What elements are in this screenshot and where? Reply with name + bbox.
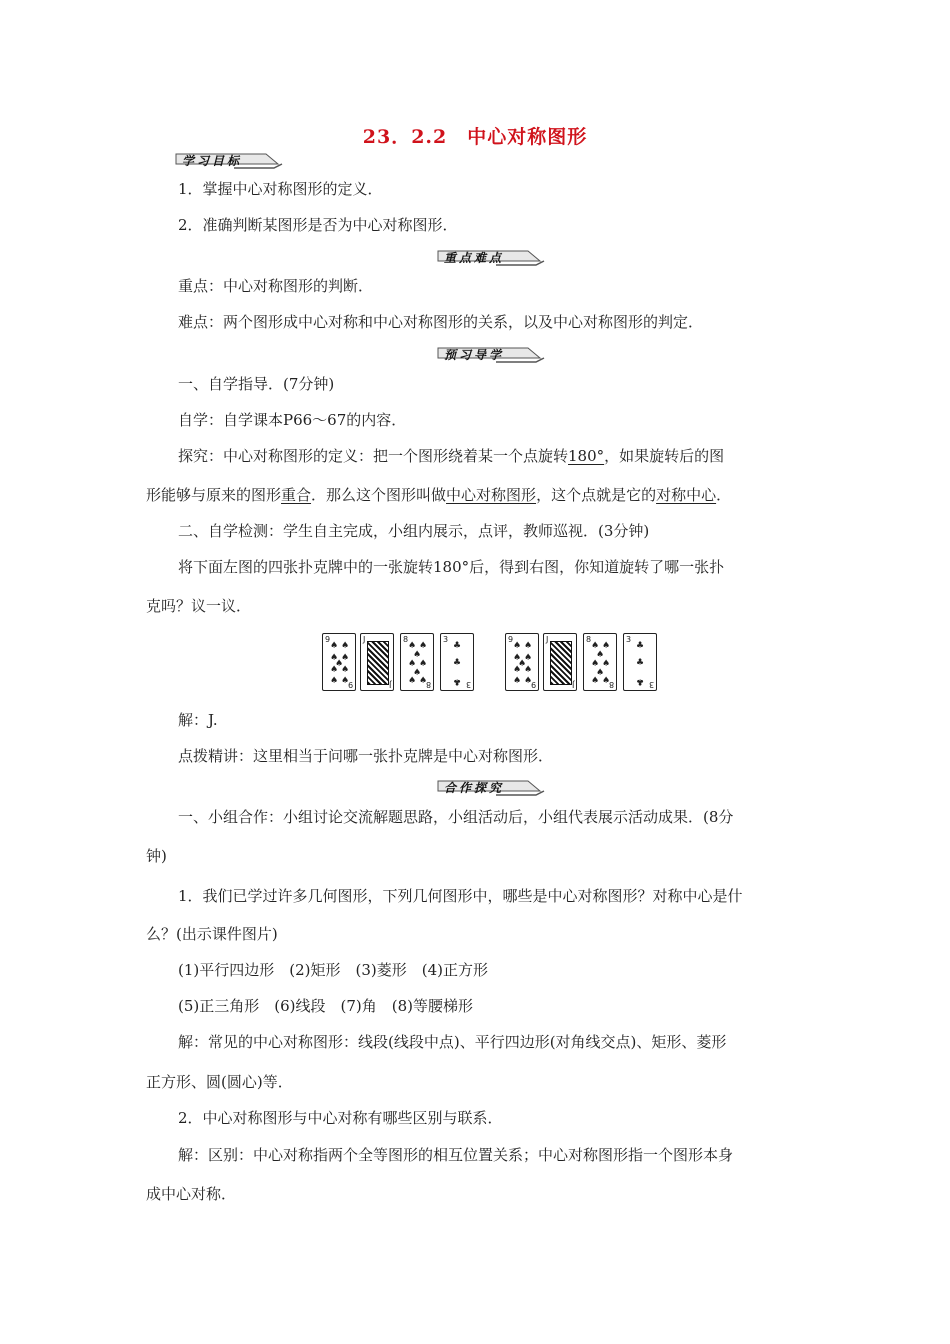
q1-line-1: 1．我们已学过许多几何图形，下列几何图形中，哪些是中心对称图形？对称中心是什 (178, 887, 743, 905)
page-title: 23．2.2 中心对称图形 (362, 126, 588, 148)
q2-text: 2．中心对称图形与中心对称有哪些区别与联系． (178, 1109, 503, 1127)
check-heading: 二、自学检测：学生自主完成，小组内展示，点评，教师巡视．(3分钟) (178, 522, 650, 540)
goals-banner: 学习目标 (174, 150, 284, 172)
q1-line-2: 么？(出示课件图片) (146, 925, 278, 943)
card-right-3: 8 8 ♠ ♠ ♠ ♠ ♠ ♠ ♠ ♠ (583, 633, 617, 691)
difficulty-text: 难点：两个图形成中心对称和中心对称图形的关系，以及中心对称图形的判定． (178, 313, 704, 331)
goal-2: 2．准确判断某图形是否为中心对称图形． (178, 216, 458, 234)
focus-text: 重点：中心对称图形的判断． (178, 277, 374, 295)
card-right-1: 9 9 ♠ ♠ ♠ ♠ ♠ ♠ ♠ ♠ ♠ (505, 633, 539, 691)
a1-line-1: 解：常见的中心对称图形：线段(线段中点)、平行四边形(对角线交点)、矩形、菱形 (178, 1033, 727, 1051)
card-right-4: 3 3 ♣ ♣ ♣ (623, 633, 657, 691)
card-left-4: 3 3 ♣ ♣ ♣ (440, 633, 474, 691)
key-points-banner: 重点难点 (436, 247, 546, 269)
preview-heading: 一、自学指导．(7分钟) (178, 375, 335, 393)
question-line-1: 将下面左图的四张扑克牌中的一张旋转180°后，得到右图，你知道旋转了哪一张扑 (178, 558, 725, 576)
blank-center: 对称中心 (656, 486, 717, 504)
card-left-2: J J (360, 633, 394, 691)
card-right-2: J J (543, 633, 577, 691)
blank-180: 180° (568, 447, 605, 465)
explore-line-2: 形能够与原来的图形重合．那么这个图形叫做中心对称图形，这个点就是它的对称中心． (146, 486, 732, 504)
shape-list-1: (1)平行四边形 (2)矩形 (3)菱形 (4)正方形 (178, 961, 488, 979)
preview-banner: 预习导学 (436, 344, 546, 366)
a1-line-2: 正方形、圆(圆心)等． (146, 1073, 293, 1091)
self-study-text: 自学：自学课本P66～67的内容． (178, 411, 407, 429)
card-left-3: 8 8 ♠ ♠ ♠ ♠ ♠ ♠ ♠ ♠ (400, 633, 434, 691)
cooperate-banner: 合作探究 (436, 777, 546, 799)
answer-text: 解：J. (178, 711, 218, 729)
a2-line-1: 解：区别：中心对称指两个全等图形的相互位置关系；中心对称图形指一个图形本身 (178, 1146, 734, 1164)
blank-figure: 中心对称图形 (446, 486, 537, 504)
jack-face-art (367, 641, 389, 685)
a2-line-2: 成中心对称． (146, 1185, 237, 1203)
tip-text: 点拨精讲：这里相当于问哪一张扑克牌是中心对称图形． (178, 747, 554, 765)
cooperate-heading-2: 钟) (146, 847, 167, 865)
jack-face-art (550, 641, 572, 685)
blank-coincide: 重合 (281, 486, 312, 504)
question-line-2: 克吗？议一议． (146, 597, 252, 615)
shape-list-2: (5)正三角形 (6)线段 (7)角 (8)等腰梯形 (178, 997, 473, 1015)
goal-1: 1．掌握中心对称图形的定义． (178, 180, 383, 198)
cooperate-heading-1: 一、小组合作：小组讨论交流解题思路，小组活动后，小组代表展示活动成果．(8分 (178, 808, 734, 826)
card-left-1: 9 9 ♠ ♠ ♠ ♠ ♠ ♠ ♠ ♠ ♠ (322, 633, 356, 691)
explore-line-1: 探究：中心对称图形的定义：把一个图形绕着某一个点旋转180°，如果旋转后的图 (178, 447, 725, 465)
